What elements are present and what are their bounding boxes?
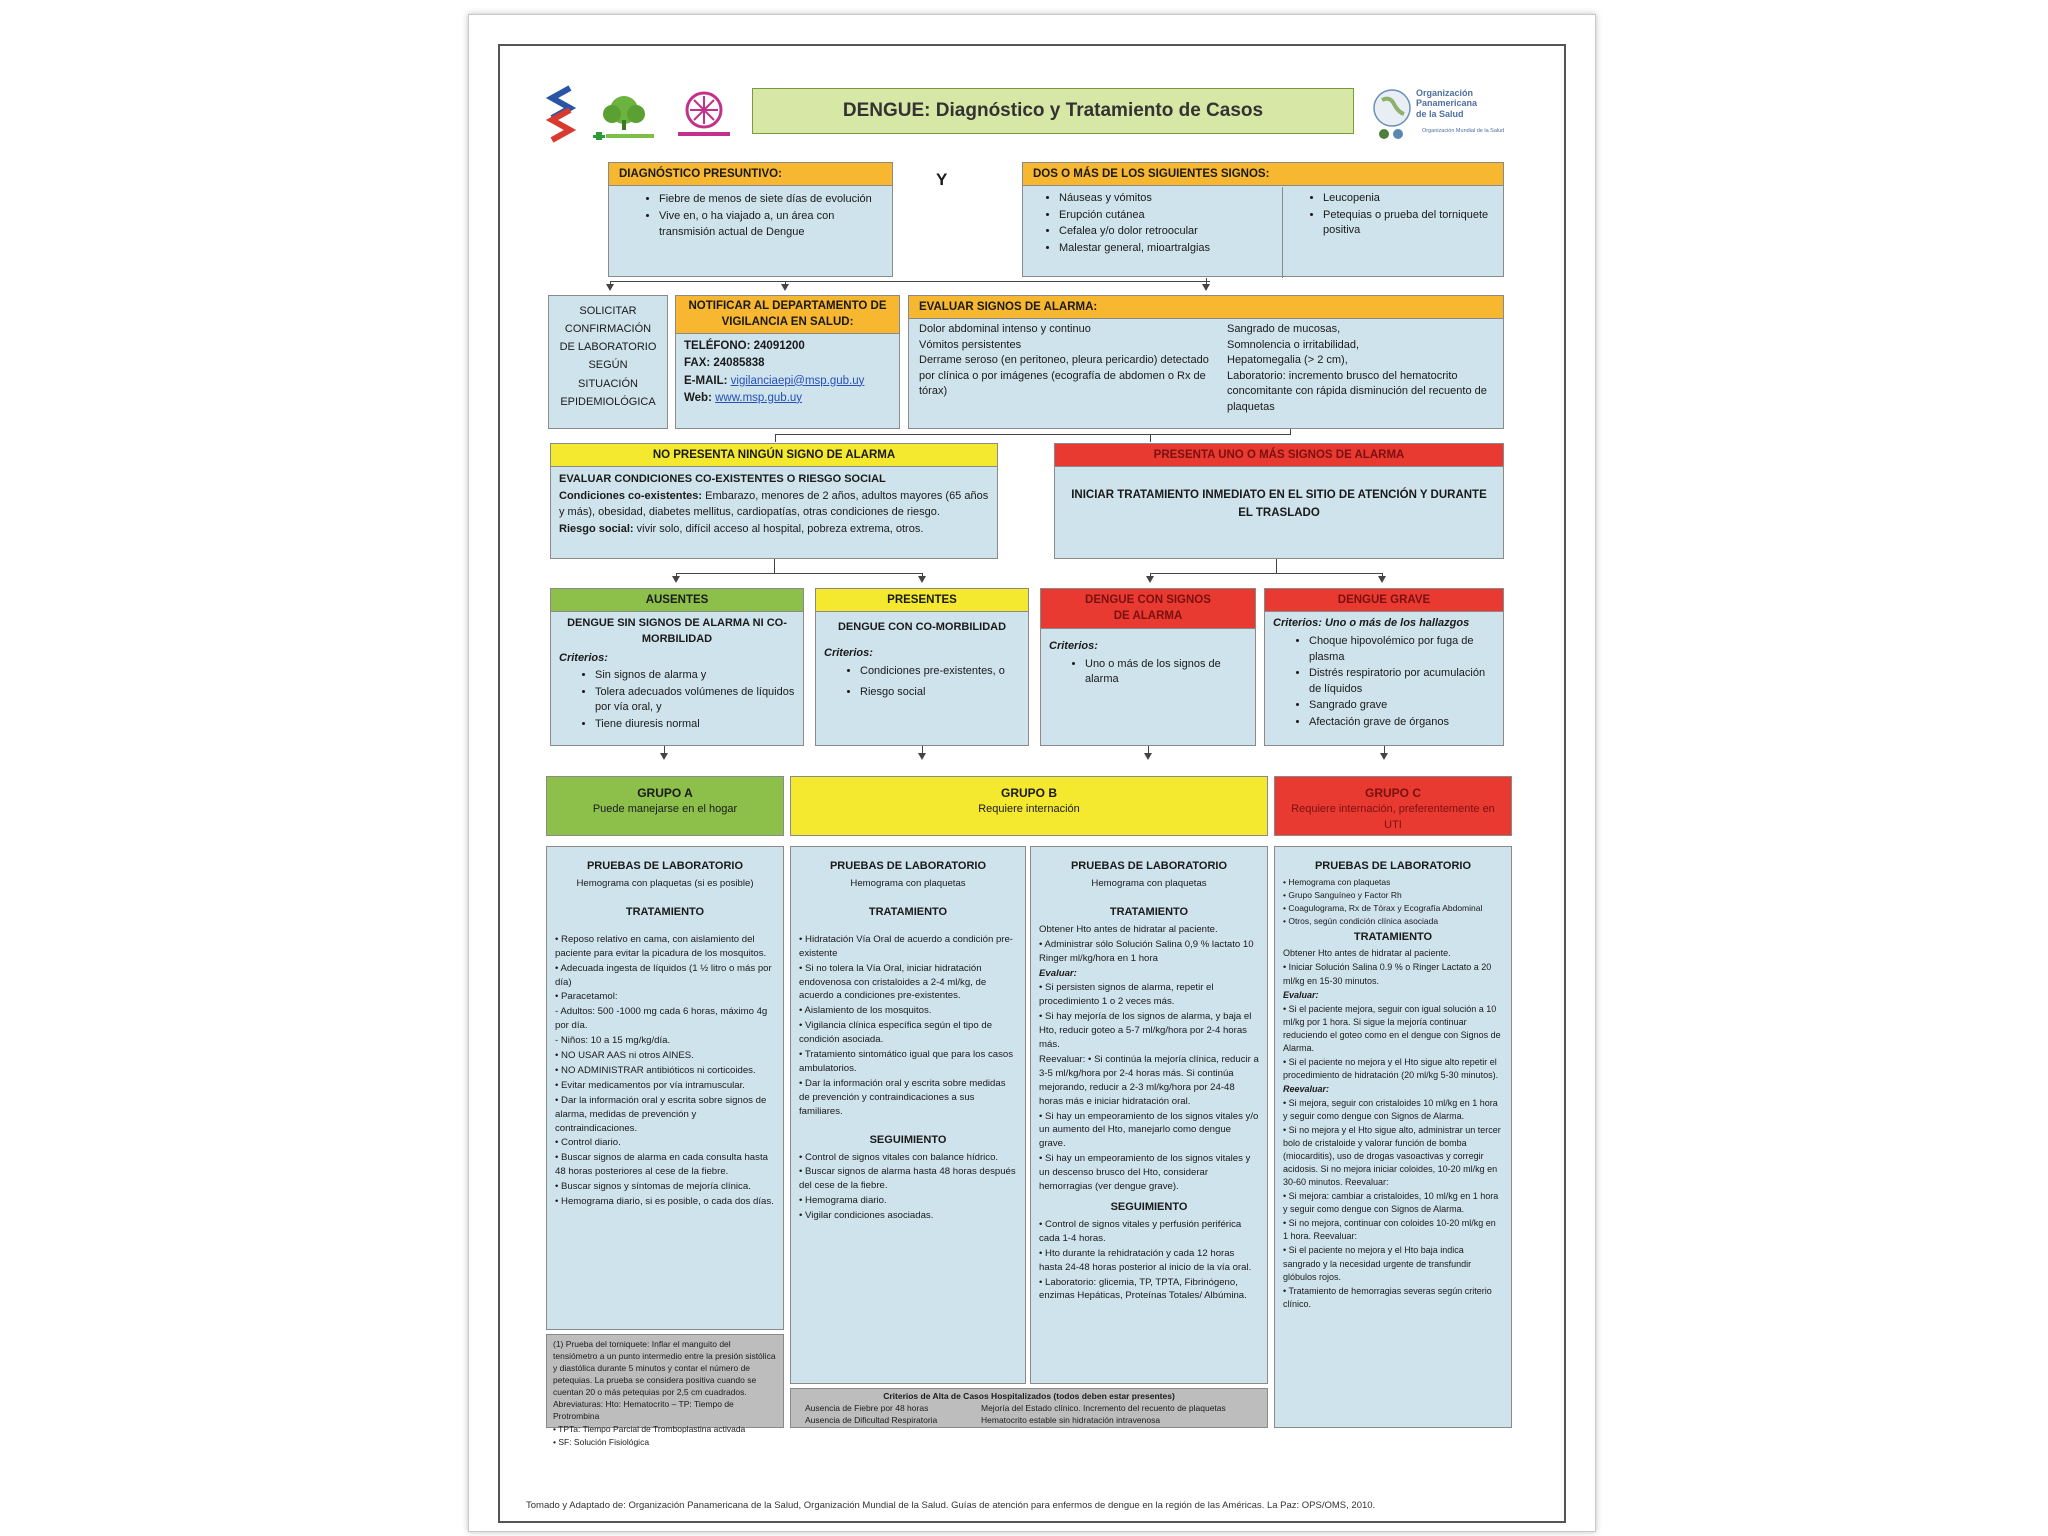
solicitar-line: SEGÚN (588, 359, 628, 372)
grupo-c-trat-item: • Iniciar Solución Salina 0.9 % o Ringer Lactato a 20 ml/kg en 15-30 minutos. (1283, 962, 1492, 986)
cond-label: Condiciones co-existentes: (559, 489, 703, 502)
grupo-a-title: GRUPO A (637, 786, 693, 800)
grupo-a-trat-item: • Buscar signos y síntomas de mejoría clínica. (555, 1181, 751, 1193)
grave-criterios: Criterios: Uno o más de los hallazgos (1273, 617, 1470, 630)
ops-subtitle: Organización Mundial de la Salud (1422, 128, 1505, 134)
grupo-a-trat-item: • NO USAR AAS ni otros AINES. (555, 1050, 694, 1062)
grupo-c-trat-item: • Si no mejora y el Hto sigue alto, administrar un tercer bolo de cristaloide y valorar función de bomba (miocarditis), uso de drogas vasoactivas y corregir acidosis. Si no mejora iniciar coloides, 10-20 ml/kg en 30-60 minutos. Reevaluar: (1283, 1125, 1501, 1188)
grupo-b1-seg-list (799, 1151, 1017, 1224)
grupo-a-trat-item: • NO ADMINISTRAR antibióticos ni corticoides. (555, 1064, 756, 1076)
grupo-c-header (1274, 776, 1512, 836)
grupo-a-trat-item: • Paracetamol: (555, 991, 618, 1003)
signo-item: • Petequias o prueba del torniquete positiva (1323, 208, 1495, 239)
grupo-c-trat-item: • Si mejora, seguir con cristaloides 10 ml/kg en 1 hora y seguir como dengue con Signos de Alarma. (1283, 1097, 1498, 1121)
ops-name-line-2: Panamericana (1416, 98, 1478, 109)
alarma-item: Hepatomegalia (> 2 cm), (1227, 354, 1348, 367)
diagnostico-item: • Vive en, o ha viajado a, un área con transmisión actual de Dengue (659, 209, 882, 240)
grupo-c-sub: Requiere internación, preferentemente en UTI (1291, 803, 1495, 831)
y-connector: Y (936, 170, 948, 189)
signo-item: • Cefalea y/o dolor retroocular (1059, 224, 1282, 240)
email-link[interactable]: vigilanciaepi@msp.gub.uy (730, 374, 865, 387)
criterios-alta-header: Criterios de Alta de Casos Hospitalizados (todos deben estar presentes) (883, 1391, 1175, 1401)
grupo-a-trat-item: - Adultos: 500 -1000 mg cada 6 horas, máximo 4g por día. (555, 1006, 768, 1032)
ausentes-item: • Tiene diuresis normal (595, 717, 795, 733)
grupo-b1-seg-item: • Vigilar condiciones asociadas. (799, 1210, 934, 1222)
grupo-c-trat-list (1283, 947, 1503, 1310)
vigilancia-logo-icon (672, 90, 736, 142)
grupo-a-sub: Puede manejarse en el hogar (592, 803, 738, 816)
cond-text: Embarazo, menores de 2 años, adultos mayores (65 años y más), obesidad, diabetes mellitus, cardiopatías, otras condiciones de riesgo. (559, 489, 989, 519)
alarma-item: Sangrado de mucosas, (1227, 323, 1341, 335)
grupo-b-sub: Requiere internación (978, 803, 1080, 816)
grupo-b2-seg-list (1039, 1218, 1259, 1303)
grupo-b1-trat-item: • Vigilancia clínica específica según el tipo de condición asociada. (799, 1020, 993, 1046)
criterios-alta-box (790, 1388, 1268, 1428)
grupo-b1-trat-item: • Aislamiento de los mosquitos. (799, 1005, 932, 1017)
grupo-b2-trat-item: • Si hay un empeoramiento de los signos vitales y un descenso brusco del Hto, considerar hemorragias (ver dengue grave). (1039, 1153, 1251, 1193)
grupo-b1-body (790, 846, 1026, 1384)
grupo-b2-trat-item: Reevaluar: • Si continúa la mejoría clínica, reducir a 3-5 ml/kg/hora por 2-4 horas más. Si continúa mejorando, reducir a 2-3 ml/kg/hora por 24-48 horas más e iniciar hidratación oral. (1039, 1053, 1259, 1107)
grupo-a-header (546, 776, 784, 836)
ausentes-item: • Sin signos de alarma y (595, 668, 795, 684)
grupo-a-nota-item: • SF: Solución Fisiológica (553, 1437, 650, 1448)
presentes-title: DENGUE CON CO-MORBILIDAD (837, 621, 1007, 634)
email-label: E-MAIL: (684, 374, 728, 387)
tree-logo (592, 92, 656, 142)
criterio-alta-item: Ausencia de Fiebre por 48 horas (805, 1403, 929, 1413)
grupo-b1-trat-item: • Hidratación Vía Oral de acuerdo a condición pre-existente (799, 933, 1014, 959)
grupo-c-pruebas-item: • Coagulograma, Rx de Tórax y Ecografía Abdominal (1283, 902, 1483, 913)
alarma-item: Derrame seroso (en peritoneo, pleura pericardio) detectado por clínica o por imágenes (ecografía de abdomen o Rx de tórax) (919, 354, 1209, 398)
solicitar-line: SITUACIÓN (578, 377, 638, 390)
grave-item: • Afectación grave de órganos (1309, 715, 1495, 731)
con-signos-item: • Uno o más de los signos de alarma (1085, 657, 1247, 688)
grupo-b1-seg-item: • Buscar signos de alarma hasta 48 horas después del cese de la fiebre. (799, 1166, 1016, 1192)
ausentes-title: DENGUE SIN SIGNOS DE ALARMA NI CO-MORBILIDAD (567, 617, 787, 645)
con-signos-header: DENGUE CON SIGNOS DE ALARMA (1041, 589, 1255, 629)
grupo-a-body (546, 846, 784, 1330)
page-title-text: DENGUE: Diagnóstico y Tratamiento de Casos (842, 100, 1264, 121)
grupo-c-trat-item: • Si no mejora, continuar con coloides 10-20 ml/kg en 1 hora. Reevaluar: (1283, 1218, 1496, 1242)
grupo-c-pruebas-list (1283, 877, 1503, 928)
grupo-b2-seg-item: • Hto durante la rehidratación y cada 12 horas hasta 24-48 horas posterior al inicio de la vía oral. (1039, 1247, 1252, 1273)
presentes-item: • Riesgo social (860, 685, 1020, 701)
grupo-a-trat-item: • Adecuada ingesta de líquidos (1 ½ litro o más por día) (555, 962, 772, 988)
criterio-alta-item: Ausencia de Dificultad Respiratoria (805, 1414, 938, 1425)
grupo-a-pruebas-header: PRUEBAS DE LABORATORIO (586, 860, 744, 872)
grupo-a-pruebas: Hemograma con plaquetas (si es posible) (576, 877, 754, 889)
solicitar-line: SOLICITAR (579, 305, 637, 317)
grupo-c-pruebas-item: • Hemograma con plaquetas (1283, 876, 1391, 887)
ausentes-header: AUSENTES (551, 589, 803, 612)
grave-item: • Choque hipovolémico por fuga de plasma (1309, 634, 1495, 665)
grupo-c-trat-item: • Tratamiento de hemorragias severas según criterio clínico. (1283, 1285, 1492, 1309)
grupo-b1-seg-item: • Control de signos vitales con balance hídrico. (799, 1151, 999, 1163)
grupo-a-trat-item: • Reposo relativo en cama, con aislamiento del paciente para evitar la picadura de los mosquitos. (555, 933, 767, 959)
grupo-c-trat-item: • Si el paciente mejora, seguir con igual solución a 10 ml/kg por 1 hora. Si sigue la mejoría continuar reduciendo el goteo como en el dengue con Signos de Alarma. (1283, 1003, 1501, 1053)
grupo-c-trat-item: • Si mejora: cambiar a cristaloides, 10 ml/kg en 1 hora y seguir como dengue con Signos de Alarma. (1283, 1191, 1499, 1215)
ops-name-line-1: Organización (1416, 88, 1474, 98)
con-signos-criterios: Criterios: (1049, 640, 1098, 653)
fax-text: FAX: 24085838 (684, 357, 765, 370)
diagnostico-header: DIAGNÓSTICO PRESUNTIVO: (609, 163, 892, 186)
solicitar-line: DE LABORATORIO (559, 341, 657, 354)
diagnostico-item: • Fiebre de menos de siete días de evolución (659, 192, 882, 208)
grave-item: • Sangrado grave (1309, 698, 1495, 714)
signo-item: • Náuseas y vómitos (1059, 191, 1282, 207)
grupo-b2-trat-header: TRATAMIENTO (1109, 905, 1189, 918)
grupo-b2-trat-item: • Si hay mejoría de los signos de alarma, y baja el Hto, reducir goteo a 5-7 ml/kg/hora por 2-4 horas más. (1039, 1011, 1252, 1051)
grupo-a-nota (546, 1334, 784, 1448)
signos-box (1022, 162, 1504, 277)
grupo-b2-pruebas: Hemograma con plaquetas (1091, 877, 1207, 889)
grupo-a-trat-item: • Dar la información oral y escrita sobre signos de alarma, medidas de prevención y contraindicaciones. (555, 1094, 767, 1134)
presentes-item: • Condiciones pre-existentes, o (860, 664, 1020, 680)
dengue-grave-box (1264, 588, 1504, 746)
grupo-a-trat-item: • Buscar signos de alarma en cada consulta hasta 48 horas posteriores al cese de la fiebre. (555, 1152, 768, 1178)
grupo-a-trat-list (555, 933, 775, 1209)
grupo-a-trat-item: • Control diario. (555, 1137, 621, 1149)
no-presenta-box (550, 443, 998, 559)
grupo-a-nota-item: (1) Prueba del torniquete: Inflar el manguito del tensiómetro a un punto intermedio entre la presión sistólica y diastólica durante 5 minutos y contar el número de petequias. La prueba se considera positiva cuando se cuentan 20 o más petequias por 2,5 cm cuadrados. (553, 1339, 776, 1397)
signo-item: • Leucopenia (1323, 191, 1495, 207)
grupo-c-body (1274, 846, 1512, 1428)
grave-item: • Distrés respiratorio por acumulación de líquidos (1309, 666, 1495, 697)
grupo-b1-pruebas: Hemograma con plaquetas (850, 877, 966, 889)
web-label: Web: (684, 391, 712, 404)
grupo-b-title: GRUPO B (1000, 786, 1057, 800)
grupo-a-trat-item: • Hemograma diario, si es posible, o cada dos días. (555, 1196, 774, 1208)
grupo-b1-trat-item: • Tratamiento sintomático igual que para los casos ambulatorios. (799, 1049, 1013, 1074)
grupo-b2-seg-item: • Laboratorio: glicemia, TP, TPTA, Fibrinógeno, enzimas Hepáticas, Proteínas Totales/ Albúmina. (1039, 1276, 1247, 1302)
alarma-header: EVALUAR SIGNOS DE ALARMA: (909, 296, 1503, 319)
no-presenta-header: NO PRESENTA NINGÚN SIGNO DE ALARMA (551, 444, 997, 467)
grupo-b2-seg-item: • Control de signos vitales y perfusión periférica cada 1-4 horas. (1039, 1218, 1242, 1244)
grupo-c-trat-header: TRATAMIENTO (1353, 930, 1433, 943)
grupo-c-title: GRUPO C (1364, 786, 1421, 800)
msp-logo-icon (546, 84, 576, 152)
grupo-c-trat-item: • Si el paciente no mejora y el Hto sigue alto repetir el procedimiento de hidratación (20 ml/kg 5-30 minutos). (1283, 1056, 1499, 1080)
grupo-b1-trat-list (799, 933, 1017, 1119)
grupo-b2-trat-list (1039, 923, 1259, 1194)
globe-logo-icon (1372, 86, 1414, 142)
notificar-header: NOTIFICAR AL DEPARTAMENTO DE VIGILANCIA EN SALUD: (676, 296, 899, 334)
solicitar-line: EPIDEMIOLÓGICA (560, 395, 656, 408)
web-link[interactable]: www.msp.gub.uy (715, 391, 803, 404)
grupo-b2-trat-item: Obtener Hto antes de hidratar al paciente. (1039, 923, 1218, 935)
grupo-a-trat-item: - Niños: 10 a 15 mg/kg/día. (555, 1035, 671, 1047)
criterio-alta-item: Hematocrito estable sin hidratación intravenosa (981, 1414, 1161, 1425)
grupo-b2-trat-item: • Si persisten signos de alarma, repetir el procedimiento 1 o 2 veces más. (1039, 982, 1214, 1008)
msp-logo (546, 84, 576, 152)
grupo-b1-seg-item: • Hemograma diario. (799, 1195, 887, 1207)
footer-source: Tomado y Adaptado de: Organización Panamericana de la Salud, Organización Mundial de la Salud. Guías de atención para enfermos de dengue en la región de las Américas. La Paz: OPS/OMS, 2010. (526, 1500, 1376, 1511)
evaluar-alarma-box (908, 295, 1504, 429)
grupo-c-pruebas-item: • Grupo Sanguíneo y Factor Rh (1283, 889, 1402, 900)
signo-item: • Malestar general, mioartralgias (1059, 241, 1282, 257)
signo-item: • Erupción cutánea (1059, 208, 1282, 224)
riesgo-text: vivir solo, difícil acceso al hospital, pobreza extrema, otros. (636, 522, 924, 535)
grupo-b2-trat-item: Evaluar: (1039, 967, 1077, 979)
grupo-b1-trat-item: • Dar la información oral y escrita sobre medidas de prevención y contraindicaciones a sus familiares. (799, 1077, 1006, 1117)
ops-name-line-3: de la Salud (1416, 108, 1464, 119)
presenta-text: INICIAR TRATAMIENTO INMEDIATO EN EL SITIO DE ATENCIÓN Y DURANTE EL TRASLADO (1071, 489, 1487, 519)
presenta-box (1054, 443, 1504, 559)
grupo-a-trat-header: TRATAMIENTO (625, 905, 705, 918)
solicitar-line: CONFIRMACIÓN (564, 323, 652, 336)
ausentes-item: • Tolera adecuados volúmenes de líquidos por vía oral, y (595, 685, 795, 716)
criterio-alta-item: Mejoría del Estado clínico. Incremento del recuento de plaquetas (981, 1403, 1226, 1413)
alarma-item: Somnolencia o irritabilidad, (1227, 338, 1360, 351)
grupo-b2-trat-item: • Administrar sólo Solución Salina 0,9 % lactato 10 Ringer ml/kg/hora en 1 hora (1039, 938, 1254, 964)
ausentes-box (550, 588, 804, 746)
grupo-b1-seg-header: SEGUIMIENTO (869, 1133, 947, 1146)
grupo-b-header (790, 776, 1268, 836)
diagnostico-presuntivo-box (608, 162, 893, 277)
con-signos-box (1040, 588, 1256, 746)
grupo-b2-trat-item: • Si hay un empeoramiento de los signos vitales y/o un aumento del Hto, manejarlo como dengue grave. (1039, 1110, 1259, 1150)
grupo-c-trat-item: Reevaluar: (1283, 1083, 1330, 1094)
presentes-box (815, 588, 1029, 746)
solicitar-box (548, 295, 668, 429)
grupo-a-nota-list (553, 1339, 777, 1449)
presentes-header: PRESENTES (816, 589, 1028, 612)
grupo-a-nota-item: • TPTa: Tiempo Parcial de Tromboplastina activada (553, 1424, 746, 1435)
grupo-b1-trat-item: • Si no tolera la Vía Oral, iniciar hidratación endovenosa con cristaloides a 2-4 ml/kg, de acuerdo a condiciones pre-existentes. (799, 962, 987, 1002)
notificar-box (675, 295, 900, 429)
page-title (752, 88, 1354, 134)
alarma-item: Dolor abdominal intenso y continuo (919, 323, 1091, 335)
ops-logo (1372, 86, 1522, 142)
alarma-item: Vómitos persistentes (919, 338, 1022, 351)
riesgo-label: Riesgo social: (559, 522, 634, 535)
grupo-c-pruebas-item: • Otros, según condición clínica asociada (1283, 915, 1439, 926)
vigilancia-logo (672, 90, 736, 142)
ausentes-criterios: Criterios: (559, 651, 608, 664)
signos-header: DOS O MÁS DE LOS SIGUIENTES SIGNOS: (1023, 163, 1503, 186)
no-presenta-line: EVALUAR CONDICIONES CO-EXISTENTES O RIESGO SOCIAL (559, 473, 886, 486)
grupo-c-trat-item: • Si el paciente no mejora y el Hto baja indica sangrado y la necesidad urgente de transfundir glóbulos rojos. (1283, 1245, 1472, 1282)
grupo-b2-seg-header: SEGUIMIENTO (1110, 1201, 1188, 1213)
presenta-header: PRESENTA UNO O MÁS SIGNOS DE ALARMA (1055, 444, 1503, 467)
grupo-c-pruebas-header: PRUEBAS DE LABORATORIO (1314, 860, 1472, 872)
grave-header: DENGUE GRAVE (1265, 589, 1503, 612)
grupo-b2-pruebas-header: PRUEBAS DE LABORATORIO (1070, 860, 1228, 872)
telefono-text: TELÉFONO: 24091200 (684, 340, 805, 353)
grupo-a-trat-item: • Evitar medicamentos por vía intramuscular. (555, 1079, 745, 1091)
grupo-b2-body (1030, 846, 1268, 1384)
grupo-a-nota-item: Abreviaturas: Hto: Hematocrito – TP: Tiempo de Protrombina (553, 1399, 734, 1422)
grupo-c-trat-item: Obtener Hto antes de hidratar al paciente. (1283, 948, 1451, 959)
grupo-b1-pruebas-header: PRUEBAS DE LABORATORIO (829, 860, 987, 872)
grupo-b1-trat-header: TRATAMIENTO (868, 905, 948, 918)
tree-logo-icon (592, 92, 656, 142)
presentes-criterios: Criterios: (824, 646, 873, 659)
grupo-c-trat-item: Evaluar: (1283, 989, 1319, 1000)
alarma-item: Laboratorio: incremento brusco del hematocrito concomitante con rápida disminución del recuento de plaquetas (1227, 369, 1487, 414)
